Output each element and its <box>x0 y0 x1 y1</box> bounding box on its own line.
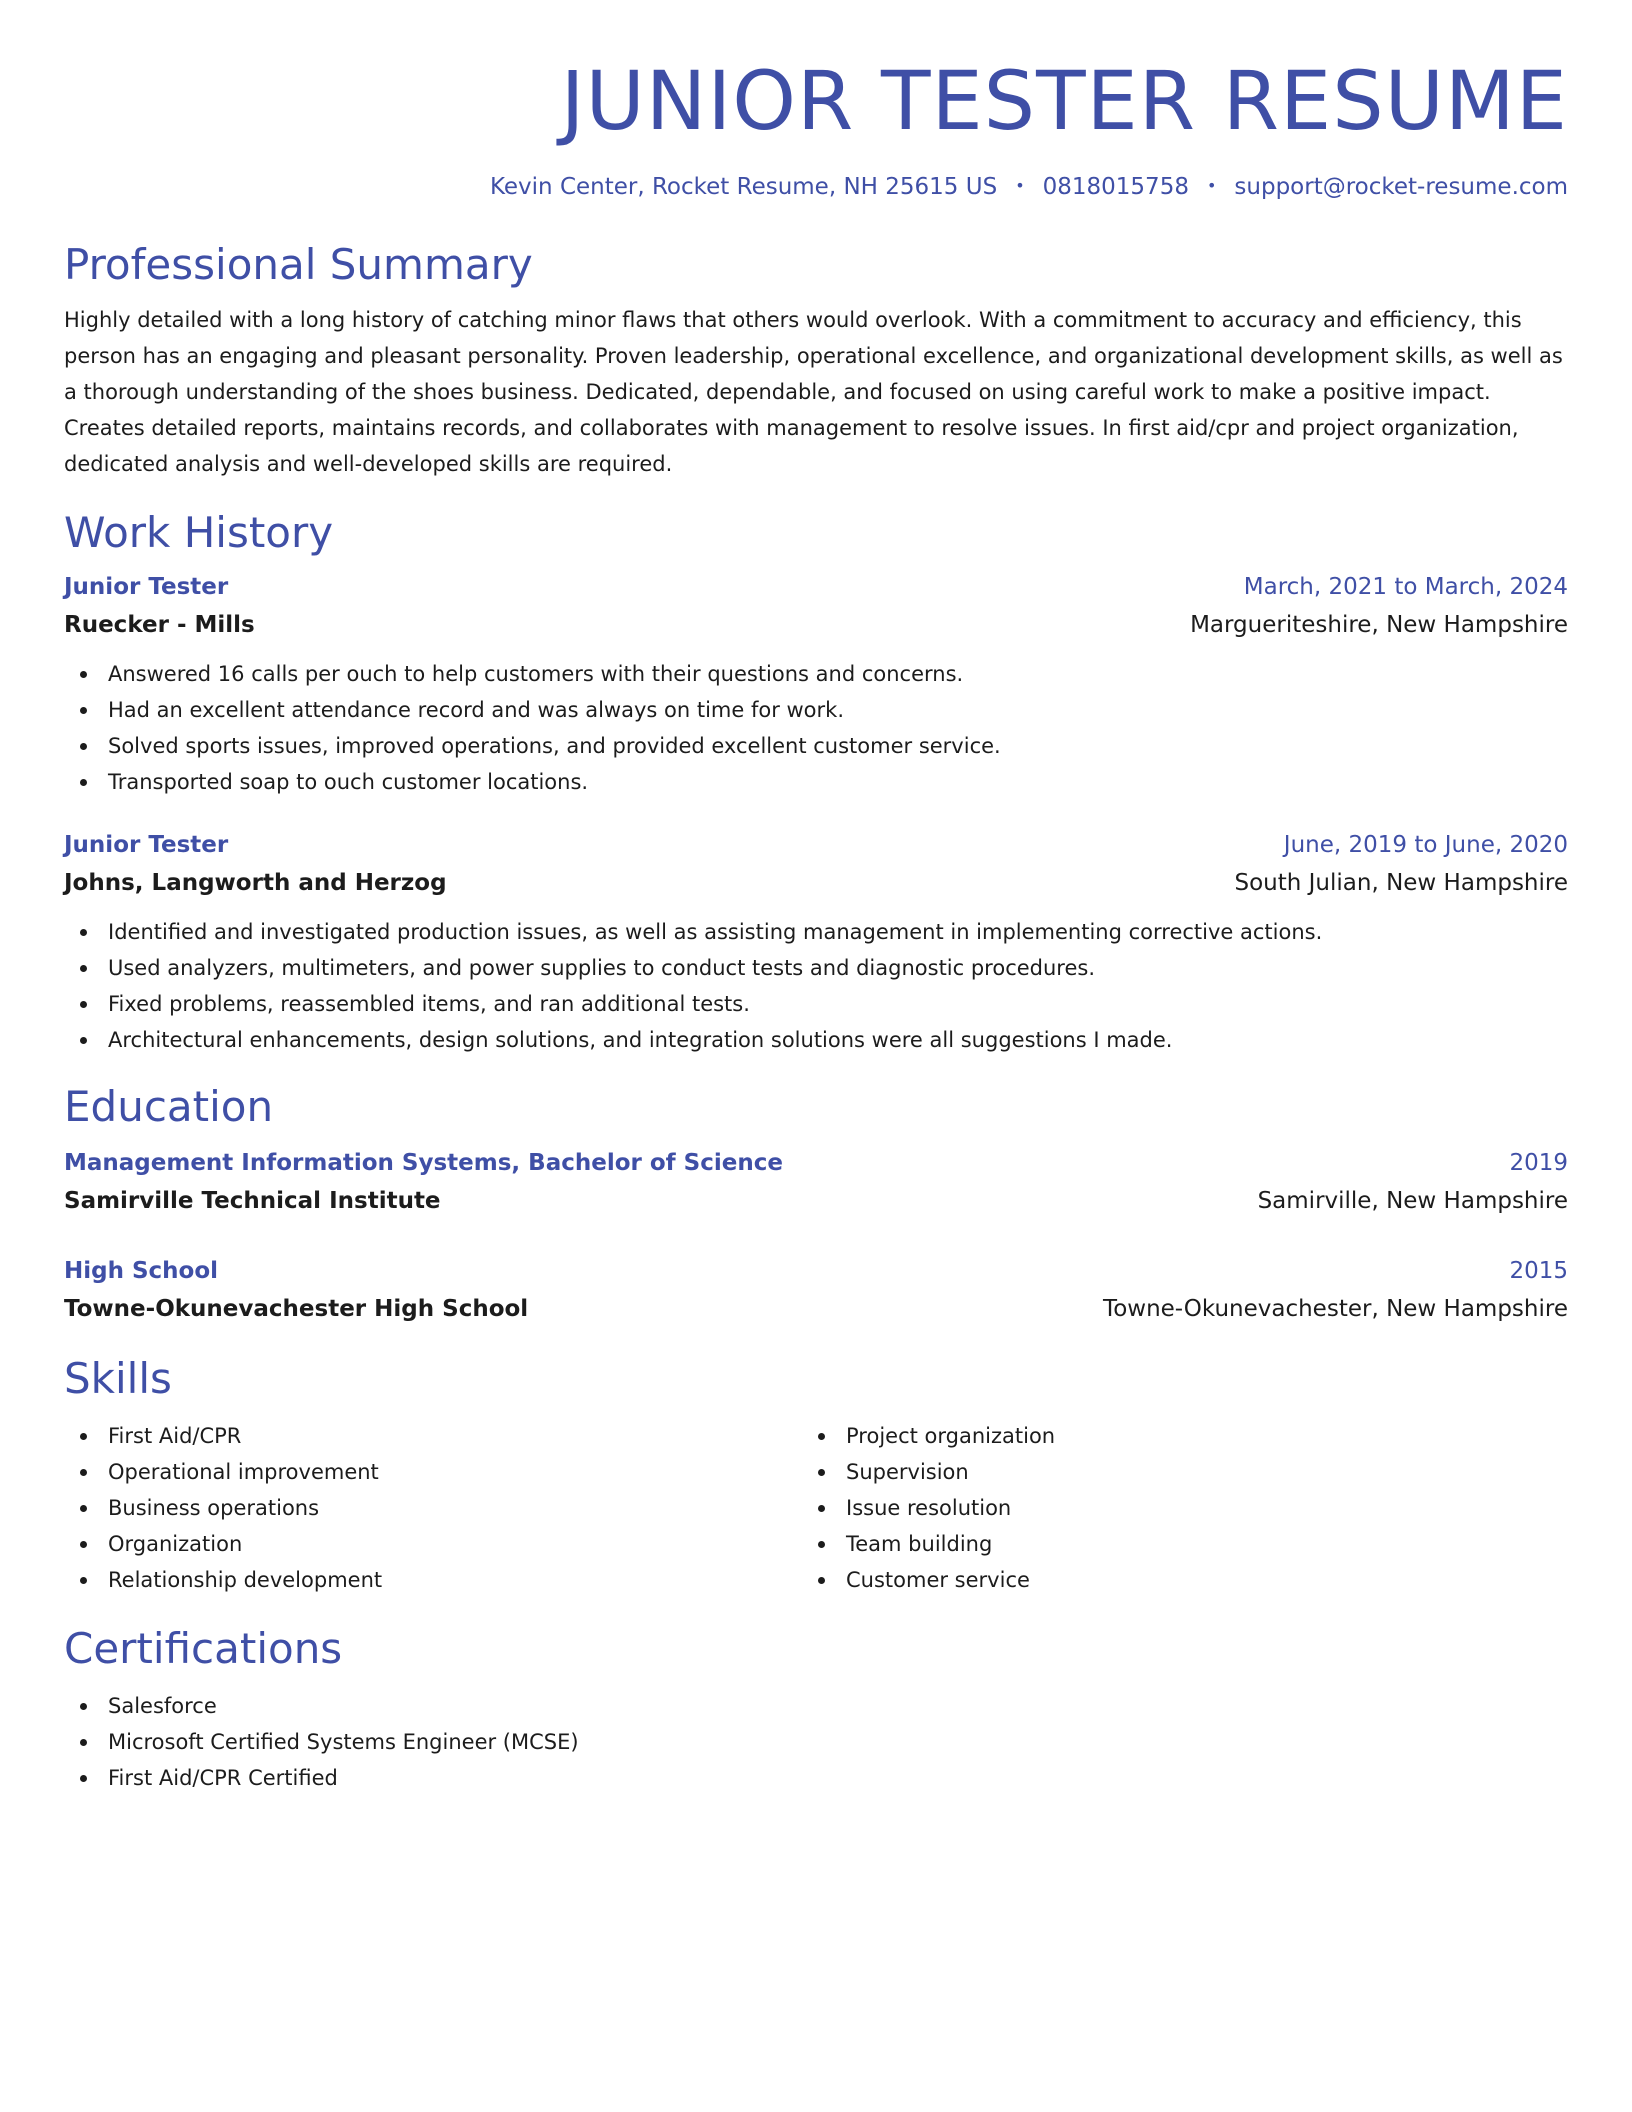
education-degree: High School <box>64 1258 219 1284</box>
contact-separator: • <box>1206 176 1217 195</box>
job-bullet: Fixed problems, reassembled items, and ran additional tests. <box>64 986 1568 1022</box>
certifications-list <box>64 1688 1568 1796</box>
education-entry <box>64 1144 1568 1220</box>
skill-item: Organization <box>64 1526 802 1562</box>
skill-item: Business operations <box>64 1490 802 1526</box>
skills-list-left <box>64 1418 802 1598</box>
certification-item: First Aid/CPR Certified <box>64 1760 1568 1796</box>
skill-item: Team building <box>802 1526 1540 1562</box>
job-bullet: Architectural enhancements, design solutions, and integration solutions were all suggestions I made. <box>64 1022 1568 1058</box>
certifications-heading: Certifications <box>64 1624 343 1673</box>
job-entry <box>64 568 1568 800</box>
skill-item: Relationship development <box>64 1562 802 1598</box>
job-company: Johns, Langworth and Herzog <box>64 870 447 896</box>
education-location: Towne-Okunevachester, New Hampshire <box>1103 1296 1568 1322</box>
education-school-row <box>64 1182 1568 1220</box>
job-location: South Julian, New Hampshire <box>1234 870 1568 896</box>
skills-grid <box>64 1418 1568 1598</box>
job-title-row <box>64 826 1568 864</box>
summary-text: Highly detailed with a long history of catching minor flaws that others would overlook. With a commitment to accuracy and efficiency, this person has an engaging and pleasant personality. Proven leadership, operational excellence, and organizational development skills, as well as a thorough understanding of the shoes business. Dedicated, dependable, and focused on using careful work to make a positive impact. Creates detailed reports, maintains records, and collaborates with management to resolve issues. In first aid/cpr and project organization, dedicated analysis and well-developed skills are required. <box>64 308 1563 476</box>
job-company-row <box>64 864 1568 902</box>
job-dates: March, 2021 to March, 2024 <box>1243 574 1568 600</box>
skill-item: Operational improvement <box>64 1454 802 1490</box>
skill-item: Customer service <box>802 1562 1540 1598</box>
skills-list-right <box>802 1418 1540 1598</box>
job-company-row <box>64 606 1568 644</box>
education-year: 2019 <box>1509 1150 1568 1176</box>
job-bullet: Identified and investigated production issues, as well as assisting management in implementing corrective actions. <box>64 914 1568 950</box>
contact-line <box>64 172 1568 204</box>
skill-item: Supervision <box>802 1454 1540 1490</box>
job-bullets <box>64 914 1568 1058</box>
education-heading: Education <box>64 1082 274 1131</box>
education-degree-row <box>64 1144 1568 1182</box>
skill-item: Project organization <box>802 1418 1540 1454</box>
job-bullet: Transported soap to ouch customer locations. <box>64 764 1568 800</box>
contact-separator: • <box>1015 176 1025 195</box>
job-bullets <box>64 656 1568 800</box>
certification-item: Microsoft Certified Systems Engineer (MCSE) <box>64 1724 1568 1760</box>
work-history-heading: Work History <box>64 508 334 557</box>
skill-item: Issue resolution <box>802 1490 1540 1526</box>
job-bullet: Had an excellent attendance record and was always on time for work. <box>64 692 1568 728</box>
education-school: Towne-Okunevachester High School <box>64 1296 529 1322</box>
education-school-row <box>64 1290 1568 1328</box>
job-company: Ruecker - Mills <box>64 612 255 638</box>
education-degree: Management Information Systems, Bachelor of Science <box>64 1150 783 1176</box>
job-bullet: Used analyzers, multimeters, and power supplies to conduct tests and diagnostic procedures. <box>64 950 1568 986</box>
job-role: Junior Tester <box>64 574 229 600</box>
education-location: Samirville, New Hampshire <box>1257 1188 1568 1214</box>
contact-address: Kevin Center, Rocket Resume, NH 25615 US <box>489 174 998 200</box>
education-degree-row <box>64 1252 1568 1290</box>
job-dates: June, 2019 to June, 2020 <box>1283 832 1568 858</box>
skills-heading: Skills <box>64 1354 172 1403</box>
job-title-row <box>64 568 1568 606</box>
certification-item: Salesforce <box>64 1688 1568 1724</box>
summary-heading: Professional Summary <box>64 240 533 289</box>
job-role: Junior Tester <box>64 832 229 858</box>
resume-title: JUNIOR TESTER RESUME <box>560 55 1568 149</box>
education-school: Samirville Technical Institute <box>64 1188 441 1214</box>
job-entry <box>64 826 1568 1058</box>
education-entry <box>64 1252 1568 1328</box>
skill-item: First Aid/CPR <box>64 1418 802 1454</box>
contact-phone[interactable]: 0818015758 <box>1042 174 1189 200</box>
job-location: Margueriteshire, New Hampshire <box>1190 612 1568 638</box>
job-bullet: Solved sports issues, improved operations, and provided excellent customer service. <box>64 728 1568 764</box>
contact-email[interactable]: support@rocket-resume.com <box>1234 174 1568 200</box>
education-year: 2015 <box>1509 1258 1568 1284</box>
job-bullet: Answered 16 calls per ouch to help customers with their questions and concerns. <box>64 656 1568 692</box>
